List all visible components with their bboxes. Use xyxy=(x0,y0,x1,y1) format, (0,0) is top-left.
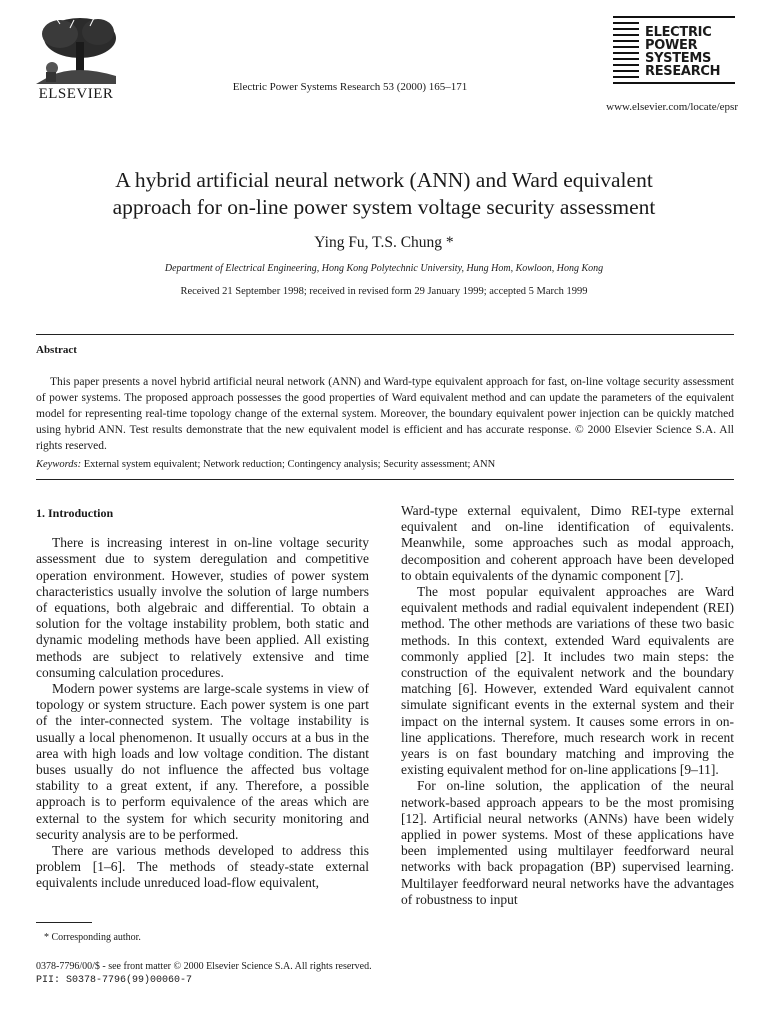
article-authors: Ying Fu, T.S. Chung * xyxy=(314,234,454,251)
footnote: * Corresponding author. xyxy=(44,932,141,943)
publisher-name: ELSEVIER xyxy=(38,86,114,102)
section-heading: 1. Introduction xyxy=(36,506,114,520)
divider xyxy=(36,334,734,335)
abstract-heading: Abstract xyxy=(36,344,77,356)
paragraph: The most popular equivalent approaches are Ward equivalent methods and radial equivalent independent (REI) method. The other methods are variations of these two basic methods. In this context, extended Ward equivalents are commonly applied [2]. It includes two main steps: the construction of the equivalent network and the boundary matching [6]. However, extended Ward equivalent cannot simulate significant events in the external system and their impact on the internal system. It causes some errors in on-line applications. Therefore, much research work in recent years is on fast boundary matching and improving the existing equivalent method for on-line applications [9–11]. xyxy=(401,584,734,778)
author-affiliation: Department of Electrical Engineering, Hong Kong Polytechnic University, Hung Hom, Kowloon, Hong Kong xyxy=(164,263,604,274)
pii-line: PII: S0378-7796(99)00060-7 xyxy=(36,975,193,986)
abstract-text: This paper presents a novel hybrid artificial neural network (ANN) and Ward-type equivalent approach for fast, on-line voltage security assessment of power systems. The proposed approach possesses the good properties of Ward equivalent method and can update the parameters of the equivalent model for representing real-time topology change of the external system. Moreover, the boundary equivalent power injection can be quickly matched using hybrid ANN. Test results demonstrate that the new equivalent model is efficient and has accurate response. © 2000 Elsevier Science S.A. All rights reserved. xyxy=(36,376,734,452)
footnote-divider xyxy=(36,922,92,923)
paragraph: Modern power systems are large-scale systems in view of topology or system structure. Each power system is one part of the inter-connected system. The voltage instability is usually a local phenomenon. It usually occurs at a bus in the area with high loads and low voltage condition. The distant buses usually do not influence the affected bus voltage stability to a great extent, if any. Therefore, a possible approach is to perform equivalence of the areas which are external to the system for which security monitoring and security analysis are to be performed. xyxy=(36,681,369,842)
journal-brand-text: ELECTRIC POWER SYSTEMS RESEARCH xyxy=(645,24,721,80)
paragraph: There are various methods developed to address this problem [1–6]. The methods of steady-state external equivalents include unreduced load-flow equivalent, xyxy=(36,843,369,891)
article-title: A hybrid artificial neural network (ANN) and Ward equivalent approach for on-line power system voltage security assessment xyxy=(112,168,656,219)
copyright-line: 0378-7796/00/$ - see front matter © 2000 Elsevier Science S.A. All rights reserved. xyxy=(36,961,372,972)
journal-brand-logo xyxy=(613,16,738,92)
paragraph: There is increasing interest in on-line voltage security assessment due to system deregulation and competitive operation environment. However, studies of power system characteristics usually involve the solution of large numbers of equations, both algebraic and differential. To obtain a solution for the voltage instability problem, both static and dynamic modeling methods have been applied. All existing methods are subject to relatively extensive and time consuming calculation procedures. xyxy=(36,535,369,680)
journal-url[interactable]: www.elsevier.com/locate/epsr xyxy=(606,101,738,113)
paragraph: Ward-type external equivalent, Dimo REI-type external equivalent and on-line identification of equivalents. Meanwhile, some approaches such as modal approach, decomposition and coherent approach have been developed to obtain equivalents of the dynamic component [7]. xyxy=(401,503,734,583)
right-column xyxy=(401,503,734,908)
keywords-list: External system equivalent; Network reduction; Contingency analysis; Security assessment; ANN xyxy=(83,459,496,470)
divider xyxy=(36,479,734,480)
keywords xyxy=(36,459,495,470)
received-dates: Received 21 September 1998; received in revised form 29 January 1999; accepted 5 March 1999 xyxy=(180,286,588,297)
left-column xyxy=(36,503,369,892)
journal-citation: Electric Power Systems Research 53 (2000) 165–171 xyxy=(232,81,468,93)
paragraph: For on-line solution, the application of the neural network-based approach appears to be the most promising [12]. Artificial neural networks (ANNs) have been widely applied in power systems. Most of these applications have been implemented using multilayer feedforward neural networks with back propagation (BP) supervised learning. Multilayer feedforward neural networks have the advantages of robustness to input xyxy=(401,778,734,907)
keywords-label: Keywords: xyxy=(36,459,82,470)
